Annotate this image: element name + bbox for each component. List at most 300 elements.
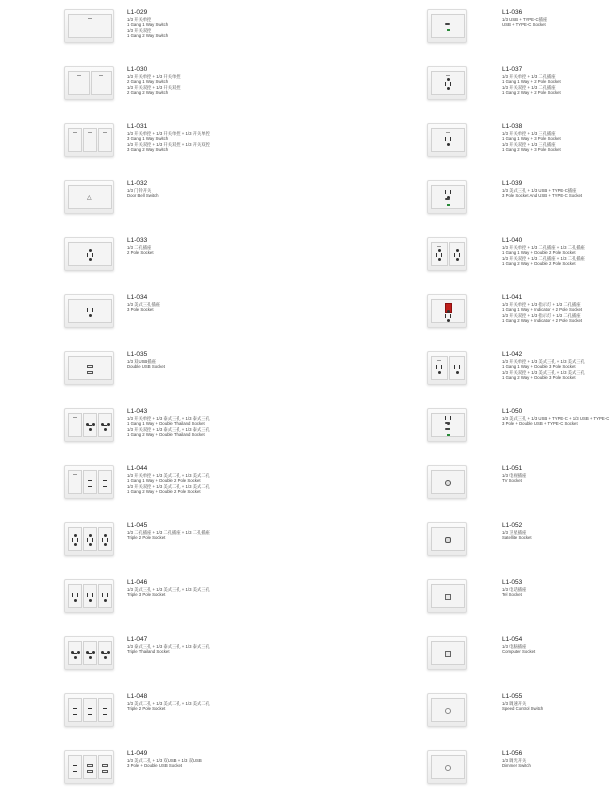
product-spec-line: 1/3 开关双控 + 1/3 美式二孔 + 1/3 美式二孔 bbox=[127, 483, 210, 489]
product-spec-line: 3 Pole Socket bbox=[127, 307, 154, 313]
product-code: L1-039 bbox=[502, 180, 523, 187]
product-spec-line: 1 Gang 2 Way + Double 2 Pole Socket bbox=[127, 488, 201, 494]
rotary-knob bbox=[445, 708, 451, 714]
wall-plate bbox=[427, 351, 467, 385]
product-item bbox=[204, 228, 585, 285]
product-spec-line: 1/3 泰式三孔 + 1/3 泰式三孔 + 1/3 泰式三孔 bbox=[127, 644, 210, 649]
socket-round-hole bbox=[107, 423, 110, 426]
socket-module bbox=[449, 356, 466, 380]
product-item bbox=[204, 342, 585, 399]
satellite-port bbox=[445, 537, 451, 543]
socket-slot bbox=[102, 538, 103, 542]
product-code: L1-035 bbox=[127, 351, 148, 358]
product-spec-line: 1 Gang 1 Way + Double 2 Pole Socket bbox=[502, 250, 576, 256]
product-item bbox=[0, 684, 210, 741]
product-spec-line: 1/3 美式二孔 + 1/3 美式二孔 + 1/3 美式二孔 bbox=[127, 701, 210, 706]
socket-module bbox=[68, 698, 82, 722]
socket-round-hole bbox=[92, 651, 95, 654]
product-description bbox=[502, 465, 608, 484]
socket-ground-hole bbox=[456, 371, 459, 374]
product-spec-line: Triple 2 Pole Socket bbox=[127, 535, 166, 541]
socket-module bbox=[98, 527, 112, 551]
socket-module bbox=[431, 527, 465, 551]
socket-module bbox=[68, 755, 82, 779]
socket-round-hole bbox=[447, 87, 450, 90]
product-code: L1-034 bbox=[127, 294, 148, 301]
product-spec-line: 3 Pole + Double USB Socket bbox=[127, 763, 183, 769]
product-description bbox=[502, 9, 608, 28]
socket-flat-slot bbox=[103, 714, 107, 715]
socket-slot bbox=[454, 253, 455, 257]
socket-round-hole bbox=[456, 249, 459, 252]
wall-plate bbox=[427, 9, 467, 43]
product-item bbox=[204, 684, 544, 741]
socket-module bbox=[83, 755, 97, 779]
product-spec-line: Satellite Socket bbox=[502, 535, 532, 541]
product-code: L1-044 bbox=[127, 465, 148, 472]
socket-ground-hole bbox=[447, 143, 450, 146]
product-spec-line: 1 Gang 2 Way + 3 Pole Socket bbox=[502, 146, 561, 152]
usb-indicator bbox=[447, 29, 450, 31]
socket-ground-hole bbox=[89, 314, 92, 317]
product-spec-line: Triple 2 Pole Socket bbox=[127, 706, 166, 712]
switch-led bbox=[77, 75, 81, 76]
product-spec-line: 1/3 调速开关 bbox=[502, 701, 527, 706]
usb-c-port bbox=[445, 23, 450, 25]
socket-module bbox=[98, 641, 112, 665]
socket-round-hole bbox=[104, 656, 107, 659]
product-code: L1-029 bbox=[127, 9, 148, 16]
product-code: L1-040 bbox=[502, 237, 523, 244]
usb-indicator bbox=[447, 204, 450, 206]
socket-slot bbox=[103, 653, 107, 654]
socket-round-hole bbox=[74, 534, 77, 537]
socket-slot bbox=[459, 365, 460, 369]
socket-round-hole bbox=[89, 249, 92, 252]
switch-led bbox=[88, 18, 92, 19]
switch-rocker bbox=[68, 413, 82, 437]
socket-slot bbox=[92, 253, 93, 257]
wall-plate bbox=[64, 9, 114, 43]
switch-led bbox=[88, 132, 92, 133]
usb-c-port bbox=[445, 422, 450, 424]
socket-slot bbox=[92, 593, 93, 597]
product-code: L1-041 bbox=[502, 294, 523, 301]
product-spec-line: Speed Control Switch bbox=[502, 706, 544, 712]
socket-slot bbox=[445, 416, 446, 420]
product-spec-line: 1/3 开关单控 + 1/3 指示灯 + 1/3 二孔插座 bbox=[502, 302, 581, 307]
product-spec-line: 1/3 美式三孔插座 bbox=[127, 302, 160, 307]
socket-slot bbox=[450, 190, 451, 194]
product-description bbox=[502, 294, 608, 323]
product-spec-line: 3 Pole + Double USB + TYPE-C Socket bbox=[502, 421, 578, 427]
switch-rocker bbox=[68, 71, 90, 95]
product-description bbox=[502, 579, 608, 598]
socket-round-hole bbox=[104, 534, 107, 537]
wall-plate bbox=[427, 294, 467, 328]
product-code: L1-030 bbox=[127, 66, 148, 73]
product-spec-line: 1/3 电视插座 bbox=[502, 473, 527, 478]
product-spec-line: 3 Pole Socket And USB + TYPE-C Socket bbox=[502, 193, 583, 199]
wall-plate bbox=[64, 351, 114, 385]
product-item bbox=[204, 171, 583, 228]
switch-led bbox=[437, 246, 441, 247]
socket-module bbox=[68, 299, 112, 323]
socket-ground-hole bbox=[74, 599, 77, 602]
switch-rocker bbox=[68, 128, 82, 152]
product-spec-line: 1/3 美式三孔 + 1/3 USB + TYPE-C + 1/3 USB + TYPE-C bbox=[502, 416, 609, 421]
product-spec-line: 1/3 开关单控 + 1/3 泰式三孔 + 1/3 泰式三孔 bbox=[127, 416, 210, 421]
product-code: L1-036 bbox=[502, 9, 523, 16]
product-spec-line: Computer Socket bbox=[502, 649, 536, 655]
product-code: L1-052 bbox=[502, 522, 523, 529]
wall-plate bbox=[427, 408, 467, 442]
rj-jack-port bbox=[445, 651, 451, 657]
socket-slot bbox=[77, 538, 78, 542]
product-spec-line: 1/3 开关双控 + 1/3 泰式三孔 + 1/3 泰式三孔 bbox=[127, 426, 210, 432]
product-spec-line: Tel Socket bbox=[502, 592, 522, 598]
product-spec-line: 1 Gang 1 Way + 2 Pole Socket bbox=[502, 79, 561, 85]
socket-module bbox=[68, 185, 112, 209]
product-spec-line: Triple Thailand Socket bbox=[127, 649, 170, 655]
switch-rocker bbox=[68, 470, 82, 494]
socket-module bbox=[68, 242, 112, 266]
product-code: L1-038 bbox=[502, 123, 523, 130]
rj-jack-port bbox=[445, 594, 451, 600]
usb-port bbox=[87, 770, 93, 773]
socket-module bbox=[431, 470, 465, 494]
product-spec-line: 1 Gang 1 Way + Double 3 Pole Socket bbox=[502, 364, 576, 370]
product-code: L1-049 bbox=[127, 750, 148, 757]
product-spec-line: 1/3 开关双控 + 1/3 指示灯 + 1/3 二孔插座 bbox=[502, 312, 581, 318]
product-item bbox=[0, 285, 204, 342]
wall-plate bbox=[427, 522, 467, 556]
product-spec-line: 3 Gang 2 Way Switch bbox=[127, 146, 169, 152]
product-item bbox=[204, 513, 532, 570]
socket-flat-slot bbox=[103, 480, 107, 481]
socket-round-hole bbox=[89, 656, 92, 659]
switch-led bbox=[73, 132, 77, 133]
usb-indicator bbox=[447, 434, 450, 436]
product-code: L1-054 bbox=[502, 636, 523, 643]
product-description bbox=[502, 693, 608, 712]
socket-module bbox=[98, 584, 112, 608]
switch-rocker bbox=[431, 299, 465, 323]
wall-plate bbox=[427, 66, 467, 100]
wall-plate bbox=[64, 579, 114, 613]
socket-module bbox=[431, 641, 465, 665]
product-spec-line: 1/3 卫星插座 bbox=[502, 530, 527, 535]
socket-slot bbox=[445, 190, 446, 194]
product-spec-line: 1 Gang 1 Way + Indicator + 2 Pole Socket bbox=[502, 307, 583, 313]
socket-slot bbox=[87, 538, 88, 542]
product-spec-line: 2 Gang 1 Way Switch bbox=[127, 79, 169, 85]
product-spec-line: 1/3 开关单控 + 1/3 开关单控 + 1/3 开关单控 bbox=[127, 131, 210, 136]
product-spec-line: USB + TYPE-C Socket bbox=[502, 22, 546, 28]
product-description bbox=[502, 636, 608, 655]
switch-rocker bbox=[431, 128, 465, 152]
product-item bbox=[0, 228, 204, 285]
product-item bbox=[0, 456, 210, 513]
product-description bbox=[502, 351, 608, 380]
product-item bbox=[204, 456, 527, 513]
wall-plate bbox=[64, 408, 114, 442]
product-description bbox=[502, 66, 608, 95]
socket-module bbox=[68, 527, 82, 551]
socket-slot bbox=[436, 253, 437, 257]
product-item bbox=[0, 627, 210, 684]
product-spec-line: 1 Gang 1 Way + Double 2 Pole Socket bbox=[127, 478, 201, 484]
switch-rocker bbox=[98, 128, 112, 152]
wall-plate bbox=[64, 180, 114, 214]
socket-ground-hole bbox=[438, 371, 441, 374]
usb-c-port bbox=[445, 428, 450, 430]
product-spec-line: 1 Gang 1 Way + 3 Pole Socket bbox=[502, 136, 561, 142]
product-spec-line: 1/3 美式二孔 + 1/3 双USB + 1/3 双USB bbox=[127, 758, 202, 763]
product-description bbox=[502, 750, 608, 769]
usb-port bbox=[102, 764, 108, 767]
socket-module bbox=[83, 413, 97, 437]
product-spec-line: 1/3 开关单控 + 1/3 开关单控 bbox=[127, 74, 181, 79]
product-spec-line: 1/3 电话插座 bbox=[502, 587, 527, 592]
product-spec-line: 1/3 调光开关 bbox=[502, 758, 527, 763]
bell-icon: △ bbox=[87, 195, 92, 201]
socket-module bbox=[431, 413, 465, 437]
socket-round-hole bbox=[447, 319, 450, 322]
product-item bbox=[204, 57, 561, 114]
socket-round-hole bbox=[104, 428, 107, 431]
socket-flat-slot bbox=[88, 480, 92, 481]
product-spec-line: 1/3 电脑插座 bbox=[502, 644, 527, 649]
wall-plate bbox=[427, 123, 467, 157]
switch-led bbox=[446, 75, 450, 76]
wall-plate bbox=[64, 123, 114, 157]
product-description bbox=[502, 408, 608, 427]
socket-module bbox=[431, 14, 465, 38]
socket-module bbox=[68, 641, 82, 665]
switch-led bbox=[103, 132, 107, 133]
rotary-knob bbox=[445, 765, 451, 771]
product-code: L1-053 bbox=[502, 579, 523, 586]
wall-plate bbox=[64, 522, 114, 556]
socket-flat-slot bbox=[73, 765, 77, 766]
socket-module bbox=[431, 698, 465, 722]
product-spec-line: 1/3 开关双控 + 1/3 美式三孔 + 1/3 美式三孔 bbox=[502, 369, 585, 375]
wall-plate bbox=[427, 237, 467, 271]
usb-port bbox=[87, 365, 93, 368]
socket-slot bbox=[92, 538, 93, 542]
socket-module bbox=[431, 185, 465, 209]
product-item bbox=[0, 513, 210, 570]
socket-slot bbox=[87, 593, 88, 597]
product-code: L1-050 bbox=[502, 408, 523, 415]
socket-round-hole bbox=[89, 534, 92, 537]
product-item bbox=[204, 741, 531, 798]
product-spec-line: 1 Gang 2 Way Switch bbox=[127, 32, 169, 38]
product-code: L1-051 bbox=[502, 465, 523, 472]
product-description bbox=[502, 123, 608, 152]
socket-ground-hole bbox=[104, 599, 107, 602]
product-spec-line: 1/3 开关单控 bbox=[127, 17, 152, 22]
switch-led bbox=[99, 75, 103, 76]
tv-coax-port bbox=[445, 480, 451, 486]
socket-round-hole bbox=[104, 543, 107, 546]
product-item bbox=[0, 0, 204, 57]
socket-slot bbox=[92, 308, 93, 312]
socket-slot bbox=[450, 416, 451, 420]
product-spec-line: 1/3 双USB插座 bbox=[127, 359, 156, 364]
socket-module bbox=[83, 584, 97, 608]
product-spec-line: 1 Gang 2 Way + Indicator + 2 Pole Socket bbox=[502, 317, 583, 323]
product-item bbox=[204, 570, 527, 627]
product-description bbox=[502, 237, 608, 266]
product-spec-line: 1 Gang 1 Way Switch bbox=[127, 22, 169, 28]
product-code: L1-042 bbox=[502, 351, 523, 358]
socket-slot bbox=[445, 314, 446, 318]
socket-slot bbox=[87, 253, 88, 257]
product-item bbox=[204, 0, 548, 57]
usb-port bbox=[87, 371, 93, 374]
product-item bbox=[0, 741, 204, 798]
socket-module bbox=[98, 470, 112, 494]
socket-round-hole bbox=[92, 423, 95, 426]
switch-led bbox=[446, 132, 450, 133]
socket-module bbox=[431, 755, 465, 779]
socket-flat-slot bbox=[88, 708, 92, 709]
socket-slot bbox=[73, 653, 77, 654]
socket-module bbox=[431, 584, 465, 608]
socket-slot bbox=[88, 653, 92, 654]
product-code: L1-047 bbox=[127, 636, 148, 643]
switch-led bbox=[437, 360, 441, 361]
socket-slot bbox=[88, 425, 92, 426]
socket-round-hole bbox=[447, 78, 450, 81]
product-spec-line: 1 Gang 2 Way + 2 Pole Socket bbox=[502, 89, 561, 95]
product-code: L1-032 bbox=[127, 180, 148, 187]
product-spec-line: 2 Gang 2 Way Switch bbox=[127, 89, 169, 95]
switch-led bbox=[73, 474, 77, 475]
wall-plate bbox=[427, 465, 467, 499]
switch-rocker bbox=[431, 242, 448, 266]
socket-module bbox=[83, 527, 97, 551]
wall-plate bbox=[427, 180, 467, 214]
socket-flat-slot bbox=[103, 486, 107, 487]
product-spec-line: 1 Gang 2 Way + Double 3 Pole Socket bbox=[502, 374, 576, 380]
product-description bbox=[502, 522, 608, 541]
socket-flat-slot bbox=[73, 708, 77, 709]
socket-slot bbox=[450, 137, 451, 141]
product-item bbox=[0, 342, 204, 399]
product-spec-line: 1/3 美式三孔 + 1/3 美式三孔 + 1/3 美式三孔 bbox=[127, 587, 210, 592]
product-spec-line: 1/3 开关双控 bbox=[127, 27, 152, 33]
product-spec-line: Door Bell Switch bbox=[127, 193, 159, 199]
product-item bbox=[204, 285, 583, 342]
socket-slot bbox=[459, 253, 460, 257]
usb-port bbox=[102, 770, 108, 773]
product-spec-line: 1/3 开关单控 + 1/3 二孔插座 bbox=[502, 74, 556, 79]
product-spec-line: 1/3 USB + TYPE-C插座 bbox=[502, 17, 548, 22]
wall-plate bbox=[427, 750, 467, 784]
product-item bbox=[0, 114, 210, 171]
socket-slot bbox=[72, 538, 73, 542]
product-item bbox=[0, 399, 210, 456]
product-item bbox=[204, 114, 561, 171]
product-code: L1-031 bbox=[127, 123, 148, 130]
product-spec-line: 1 Gang 2 Way + Double Thailand Socket bbox=[127, 431, 205, 437]
switch-rocker bbox=[83, 128, 97, 152]
socket-slot bbox=[445, 137, 446, 141]
usb-port bbox=[87, 764, 93, 767]
product-code: L1-056 bbox=[502, 750, 523, 757]
product-spec-line: 1/3 门铃开关 bbox=[127, 188, 152, 193]
switch-rocker bbox=[431, 71, 465, 95]
socket-module bbox=[98, 413, 112, 437]
product-item bbox=[204, 399, 609, 456]
product-code: L1-033 bbox=[127, 237, 148, 244]
product-item bbox=[0, 57, 204, 114]
socket-flat-slot bbox=[73, 771, 77, 772]
socket-slot bbox=[107, 593, 108, 597]
product-spec-line: 1/3 开关双控 + 1/3 三孔插座 bbox=[502, 141, 556, 147]
socket-round-hole bbox=[89, 428, 92, 431]
socket-slot bbox=[450, 82, 451, 86]
product-spec-line: 1/3 美式三孔 + 1/3 USB + TYPE-C插座 bbox=[502, 188, 577, 193]
product-code: L1-043 bbox=[127, 408, 148, 415]
wall-plate bbox=[427, 693, 467, 727]
product-spec-line: 1/3 开关单控 + 1/3 二孔插座 + 1/3 二孔插座 bbox=[502, 245, 585, 250]
wall-plate bbox=[64, 465, 114, 499]
socket-slot bbox=[445, 82, 446, 86]
socket-round-hole bbox=[74, 656, 77, 659]
product-spec-line: 1 Gang 1 Way + Double Thailand Socket bbox=[127, 421, 205, 427]
socket-module bbox=[68, 356, 112, 380]
product-code: L1-048 bbox=[127, 693, 148, 700]
socket-flat-slot bbox=[88, 486, 92, 487]
socket-slot bbox=[77, 593, 78, 597]
product-spec-line: TV Socket bbox=[502, 478, 522, 484]
product-spec-line: 1/3 二孔插座 bbox=[127, 245, 152, 250]
socket-module bbox=[83, 641, 97, 665]
product-spec-line: 1/3 开关单控 + 1/3 美式二孔 + 1/3 美式二孔 bbox=[127, 473, 210, 478]
product-code: L1-045 bbox=[127, 522, 148, 529]
product-spec-line: Dimmer Switch bbox=[502, 763, 531, 769]
socket-slot bbox=[441, 253, 442, 257]
product-spec-line: Triple 3 Pole Socket bbox=[127, 592, 166, 598]
socket-slot bbox=[450, 314, 451, 318]
wall-plate bbox=[64, 294, 114, 328]
socket-slot bbox=[454, 365, 455, 369]
usb-c-port bbox=[445, 198, 450, 200]
product-spec-line: 3 Gang 1 Way Switch bbox=[127, 136, 169, 142]
socket-module bbox=[83, 470, 97, 494]
wall-plate bbox=[64, 237, 114, 271]
wall-plate bbox=[64, 66, 114, 100]
socket-flat-slot bbox=[88, 714, 92, 715]
wall-plate bbox=[427, 579, 467, 613]
switch-rocker bbox=[91, 71, 113, 95]
socket-slot bbox=[441, 365, 442, 369]
socket-flat-slot bbox=[103, 708, 107, 709]
product-spec-line: 1/3 开关双控 + 1/3 开关双控 + 1/3 开关双控 bbox=[127, 141, 210, 147]
socket-round-hole bbox=[89, 543, 92, 546]
product-spec-line: 1/3 二孔插座 + 1/3 二孔插座 + 1/3 二孔插座 bbox=[127, 530, 210, 535]
product-spec-line: 1 Gang 2 Way + Double 2 Pole Socket bbox=[502, 260, 576, 266]
socket-flat-slot bbox=[73, 714, 77, 715]
product-spec-line: 1/3 开关双控 + 1/3 开关双控 bbox=[127, 84, 181, 90]
socket-module bbox=[98, 755, 112, 779]
socket-round-hole bbox=[74, 543, 77, 546]
switch-led bbox=[73, 417, 77, 418]
